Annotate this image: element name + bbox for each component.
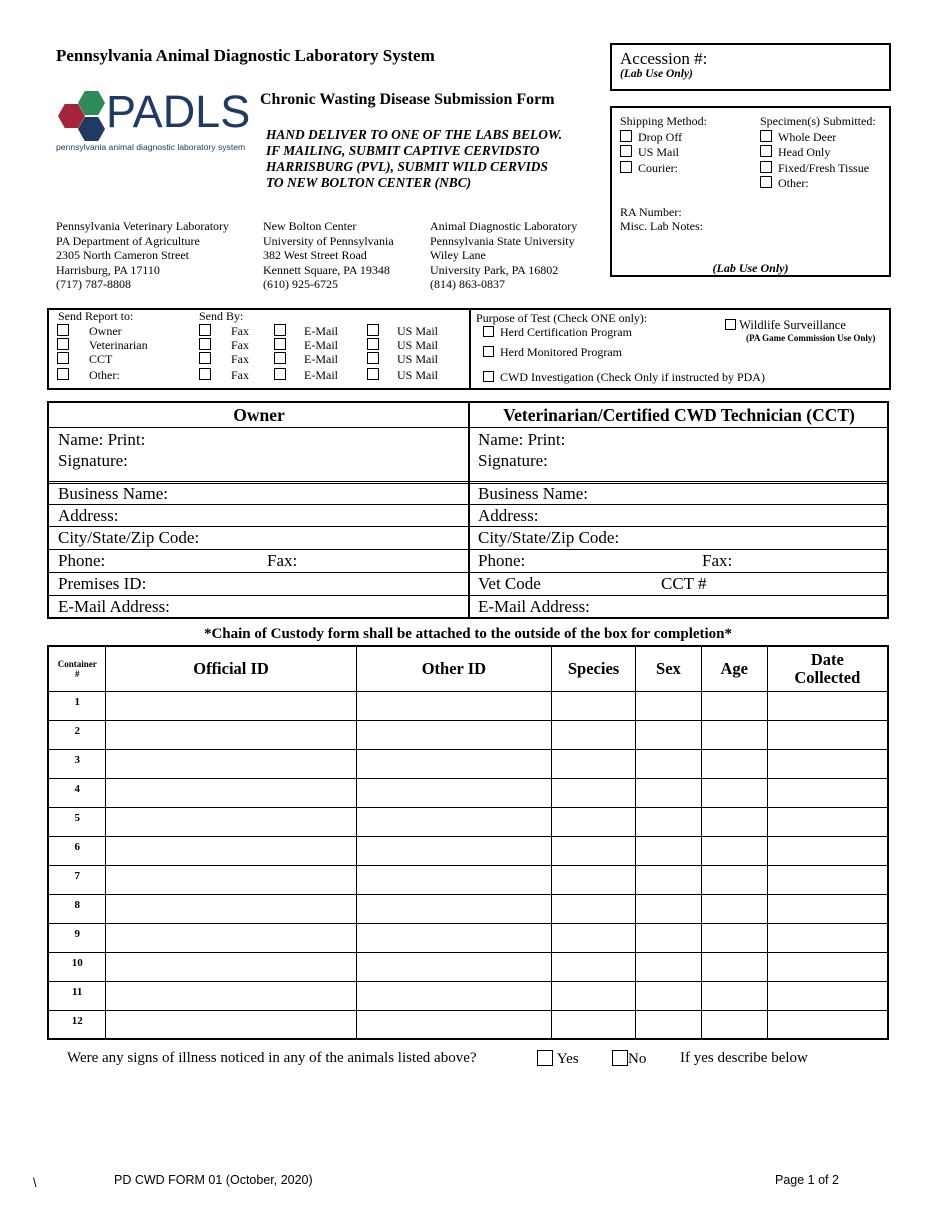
specimen-option-other[interactable] [760,176,876,192]
method-label: US Mail [397,368,439,382]
checkbox[interactable] [483,346,494,357]
send-by-fax[interactable] [199,338,249,352]
table-cell-input[interactable] [552,952,636,981]
table-cell-input[interactable] [106,952,356,981]
table-row [48,1010,888,1039]
checkbox[interactable] [483,326,494,337]
table-cell-input[interactable] [106,923,356,952]
owner-name-field[interactable]: Name: Print: [58,430,146,449]
wildlife-note: (PA Game Commission Use Only) [746,333,876,343]
animal-table [47,645,889,1040]
form-title: Chronic Wasting Disease Submission Form [260,91,555,108]
vet-fax-field[interactable]: Fax: [702,551,733,570]
checkbox[interactable] [274,368,286,380]
checkbox[interactable] [367,352,379,364]
vet-email-field[interactable]: E-Mail Address: [478,597,590,616]
checkbox[interactable] [367,338,379,350]
container-number: 5 [48,807,106,836]
container-number: 8 [48,894,106,923]
send-by-us-mail[interactable] [367,352,438,366]
checkbox[interactable] [483,371,494,382]
misc-lab-notes-field[interactable]: Misc. Lab Notes: [620,219,703,233]
table-cell-input[interactable] [635,923,701,952]
table-cell-input[interactable] [767,807,888,836]
shipping-option-us-mail[interactable] [620,145,707,161]
checkbox[interactable] [57,338,69,350]
address-line: (717) 787-8808 [56,277,131,291]
illness-question: Were any signs of illness noticed in any of the animals listed above? [67,1050,477,1066]
table-cell-input[interactable] [701,865,767,894]
checkbox[interactable] [199,368,211,380]
table-cell-input[interactable] [635,865,701,894]
table-row [48,865,888,894]
table-cell-input[interactable] [767,720,888,749]
vet-code-field[interactable]: Vet Code [478,574,541,593]
address-line: (610) 925-6725 [263,277,338,291]
recipient-cct[interactable] [57,352,112,366]
send-by-us-mail[interactable] [367,368,438,382]
table-cell-input[interactable] [552,836,636,865]
table-cell-input[interactable] [552,778,636,807]
table-cell-input[interactable] [106,778,356,807]
purpose-herd-certification[interactable] [483,325,632,339]
table-cell-input[interactable] [552,981,636,1010]
checkbox[interactable] [367,368,379,380]
table-cell-input[interactable] [635,836,701,865]
table-cell-input[interactable] [356,981,551,1010]
footer-mark: \ [33,1176,37,1190]
table-cell-input[interactable] [106,691,356,720]
table-cell-input[interactable] [356,1010,551,1039]
accession-box[interactable] [610,43,891,91]
table-cell-input[interactable] [552,691,636,720]
vet-signature-field[interactable]: Signature: [478,451,548,470]
table-cell-input[interactable] [552,1010,636,1039]
table-row [48,836,888,865]
send-report-box [47,308,891,390]
table-cell-input[interactable] [356,923,551,952]
table-row [48,894,888,923]
send-by-email[interactable] [274,368,338,382]
table-cell-input[interactable] [767,691,888,720]
table-cell-input[interactable] [701,807,767,836]
table-cell-input[interactable] [552,923,636,952]
table-cell-input[interactable] [701,720,767,749]
owner-premises-id-field[interactable]: Premises ID: [58,574,147,593]
method-label: US Mail [397,352,439,366]
send-by-label: Send By: [199,309,244,323]
owner-heading: Owner [233,405,285,425]
owner-city-field[interactable]: City/State/Zip Code: [58,528,200,547]
address-line: 2305 North Cameron Street [56,248,189,262]
instruction-line: TO NEW BOLTON CENTER (NBC) [266,175,472,190]
owner-fax-field[interactable]: Fax: [267,551,298,570]
method-label: US Mail [397,338,439,352]
owner-signature-field[interactable]: Signature: [58,451,128,470]
checkbox[interactable] [537,1050,553,1066]
address-line: PA Department of Agriculture [56,233,200,248]
table-cell-input[interactable] [767,778,888,807]
address-line: Animal Diagnostic Laboratory [430,219,578,233]
table-cell-input[interactable] [701,778,767,807]
column-header-date-collected: Date Collected [767,646,888,691]
send-by-fax[interactable] [199,324,249,338]
checkbox[interactable] [620,145,632,157]
specimen-option-head-only[interactable] [760,145,876,161]
specimen-option-tissue[interactable] [760,161,876,177]
recipient-veterinarian[interactable] [57,338,148,352]
method-label: Fax [231,352,249,366]
table-cell-input[interactable] [635,749,701,778]
method-label: Fax [231,324,249,338]
vet-name-field[interactable]: Name: Print: [478,430,566,449]
lab-address-adl [430,219,577,292]
accession-label: Accession #: [620,49,708,68]
send-by-us-mail[interactable] [367,324,438,338]
table-cell-input[interactable] [635,691,701,720]
method-label: Fax [231,338,249,352]
option-label: No [628,1051,647,1067]
table-header-row [48,646,888,691]
lab-use-only-note: (Lab Use Only) [620,68,693,80]
checkbox[interactable] [57,352,69,364]
method-label: E-Mail [304,368,338,382]
table-cell-input[interactable] [701,981,767,1010]
table-cell-input[interactable] [356,720,551,749]
table-cell-input[interactable] [635,778,701,807]
method-label: E-Mail [304,338,338,352]
vet-phone-field[interactable]: Phone: [478,551,526,570]
table-cell-input[interactable] [767,981,888,1010]
method-label: E-Mail [304,352,338,366]
table-cell-input[interactable] [635,807,701,836]
checkbox[interactable] [760,161,772,173]
table-cell-input[interactable] [701,691,767,720]
table-cell-input[interactable] [356,749,551,778]
table-cell-input[interactable] [635,981,701,1010]
owner-email-field[interactable]: E-Mail Address: [58,597,170,616]
column-header-sex: Sex [635,646,701,691]
shipping-option-drop-off[interactable] [620,130,707,146]
lab-use-box [610,106,891,277]
send-by-email[interactable] [274,352,338,366]
container-number: 6 [48,836,106,865]
option-label: Fixed/Fresh Tissue [778,160,870,175]
checkbox[interactable] [367,324,379,336]
address-line: Kennett Square, PA 19348 [263,262,390,277]
checkbox[interactable] [274,324,286,336]
checkbox[interactable] [274,338,286,350]
checkbox[interactable] [57,324,69,336]
send-by-email[interactable] [274,324,338,338]
checkbox[interactable] [725,319,736,330]
method-label: E-Mail [304,324,338,338]
option-label: Herd Monitored Program [500,345,622,359]
column-header-official-id: Official ID [106,646,356,691]
option-label: Wildlife Surveillance [739,318,846,332]
purpose-label: Purpose of Test (Check ONE only): [476,311,648,325]
table-cell-input[interactable] [552,894,636,923]
table-cell-input[interactable] [635,1010,701,1039]
table-cell-input[interactable] [356,836,551,865]
table-cell-input[interactable] [106,1010,356,1039]
table-cell-input[interactable] [767,749,888,778]
table-row [48,981,888,1010]
ra-number-field[interactable]: RA Number: [620,205,682,219]
divider [468,403,470,617]
checkbox[interactable] [199,324,211,336]
table-cell-input[interactable] [106,865,356,894]
recipient-owner[interactable] [57,324,122,338]
table-cell-input[interactable] [767,894,888,923]
purpose-cwd-investigation[interactable] [483,370,765,384]
option-label: CWD Investigation (Check Only if instructed by PDA) [500,370,765,384]
address-line: Pennsylvania State University [430,233,575,248]
checkbox[interactable] [199,338,211,350]
page-number: Page 1 of 2 [775,1173,839,1187]
recipient-label: Veterinarian [89,338,148,352]
owner-address-field[interactable]: Address: [58,506,119,525]
table-cell-input[interactable] [767,1010,888,1039]
address-line: Harrisburg, PA 17110 [56,262,160,277]
table-cell-input[interactable] [106,894,356,923]
send-by-email[interactable] [274,338,338,352]
table-cell-input[interactable] [552,865,636,894]
table-row [48,720,888,749]
table-cell-input[interactable] [701,923,767,952]
form-id: PD CWD FORM 01 (October, 2020) [114,1173,313,1187]
method-label: Fax [231,368,249,382]
shipping-method-label: Shipping Method: [620,114,708,128]
specimen-group [760,114,876,192]
instruction-line: IF MAILING, SUBMIT CAPTIVE CERVIDSTO [266,143,540,158]
table-row [48,749,888,778]
option-label: Other: [778,176,809,190]
table-cell-input[interactable] [767,836,888,865]
table-cell-input[interactable] [356,807,551,836]
table-cell-input[interactable] [356,778,551,807]
container-number: 3 [48,749,106,778]
table-row [48,923,888,952]
illness-yes-option[interactable] [537,1050,579,1068]
table-cell-input[interactable] [635,720,701,749]
table-cell-input[interactable] [552,749,636,778]
table-row [48,952,888,981]
table-cell-input[interactable] [106,720,356,749]
logo-wordmark: PADLS [106,86,251,137]
lab-address-pvl [56,219,229,292]
table-cell-input[interactable] [767,952,888,981]
table-cell-input[interactable] [701,952,767,981]
table-cell-input[interactable] [106,981,356,1010]
option-label: US Mail [638,145,680,159]
table-cell-input[interactable] [356,952,551,981]
table-cell-input[interactable] [356,691,551,720]
table-row [48,691,888,720]
recipient-label: Other: [89,368,120,382]
option-label: Yes [556,1051,579,1067]
address-line: University of Pennsylvania [263,233,394,248]
container-number: 12 [48,1010,106,1039]
cct-number-field[interactable]: CCT # [661,574,707,593]
owner-business-name-field[interactable]: Business Name: [58,484,169,503]
address-line: 382 West Street Road [263,248,367,262]
option-label: Herd Certification Program [500,325,632,339]
table-row [48,778,888,807]
purpose-herd-monitored[interactable] [483,345,622,359]
column-header-species: Species [552,646,636,691]
send-by-fax[interactable] [199,352,249,366]
divider [469,310,471,388]
recipient-label: CCT [89,352,113,366]
specimen-option-whole-deer[interactable] [760,130,876,146]
table-cell-input[interactable] [767,923,888,952]
purpose-wildlife-surveillance[interactable] [725,318,846,332]
vet-business-name-field[interactable]: Business Name: [478,484,589,503]
checkbox[interactable] [57,368,69,380]
table-cell-input[interactable] [767,865,888,894]
vet-address-field[interactable]: Address: [478,506,539,525]
table-cell-input[interactable] [701,749,767,778]
table-cell-input[interactable] [701,836,767,865]
container-number: 4 [48,778,106,807]
vet-city-field[interactable]: City/State/Zip Code: [478,528,620,547]
column-header-other-id: Other ID [356,646,551,691]
container-number: 11 [48,981,106,1010]
container-number: 7 [48,865,106,894]
recipient-label: Owner [89,324,122,338]
table-cell-input[interactable] [701,894,767,923]
table-cell-input[interactable] [356,865,551,894]
checkbox[interactable] [620,161,632,173]
recipient-other[interactable] [57,368,120,382]
address-line: New Bolton Center [263,219,357,233]
shipping-option-courier[interactable] [620,161,707,177]
checkbox[interactable] [760,130,772,142]
checkbox[interactable] [620,130,632,142]
table-cell-input[interactable] [701,1010,767,1039]
illness-no-option[interactable] [612,1050,646,1068]
address-line: Pennsylvania Veterinary Laboratory [56,219,230,233]
specimen-label: Specimen(s) Submitted: [760,114,876,128]
owner-phone-field[interactable]: Phone: [58,551,106,570]
option-label: Drop Off [638,129,683,144]
padls-logo [56,86,251,154]
table-cell-input[interactable] [356,894,551,923]
address-line: (814) 863-0837 [430,277,505,291]
column-header-age: Age [701,646,767,691]
checkbox[interactable] [612,1050,628,1066]
instruction-line: HARRISBURG (PVL), SUBMIT WILD CERVIDS [266,159,548,174]
send-by-fax[interactable] [199,368,249,382]
table-cell-input[interactable] [635,894,701,923]
instruction-line: HAND DELIVER TO ONE OF THE LABS BELOW. [266,127,563,142]
table-cell-input[interactable] [106,749,356,778]
address-line: Wiley Lane [430,248,486,262]
organization-name: Pennsylvania Animal Diagnostic Laboratory System [56,46,435,65]
container-number: 1 [48,691,106,720]
shipping-method-group [620,114,707,176]
table-cell-input[interactable] [106,807,356,836]
address-line: University Park, PA 16802 [430,262,559,277]
container-number: 9 [48,923,106,952]
mailing-instructions [266,127,562,191]
checkbox[interactable] [274,352,286,364]
option-label: Whole Deer [778,129,837,144]
column-header-container: Container # [48,646,106,691]
chain-of-custody-note: *Chain of Custody form shall be attached to the outside of the box for completion* [203,626,733,642]
container-number: 10 [48,952,106,981]
table-cell-input[interactable] [552,807,636,836]
lab-use-only-note: (Lab Use Only) [712,261,789,275]
method-label: US Mail [397,324,439,338]
option-label: Courier: [638,160,678,175]
table-cell-input[interactable] [552,720,636,749]
logo-tagline: pennsylvania animal diagnostic laboratory system [56,142,246,152]
checkbox[interactable] [760,176,772,188]
container-number: 2 [48,720,106,749]
send-report-label: Send Report to: [58,309,134,323]
table-cell-input[interactable] [635,952,701,981]
vet-heading: Veterinarian/Certified CWD Technician (CCT) [503,405,855,425]
send-by-us-mail[interactable] [367,338,438,352]
owner-vet-table [47,401,889,619]
checkbox[interactable] [760,145,772,157]
table-row [48,807,888,836]
illness-describe-note: If yes describe below [680,1050,808,1066]
lab-address-nbc [263,219,394,292]
checkbox[interactable] [199,352,211,364]
option-label: Head Only [778,145,831,159]
table-cell-input[interactable] [106,836,356,865]
